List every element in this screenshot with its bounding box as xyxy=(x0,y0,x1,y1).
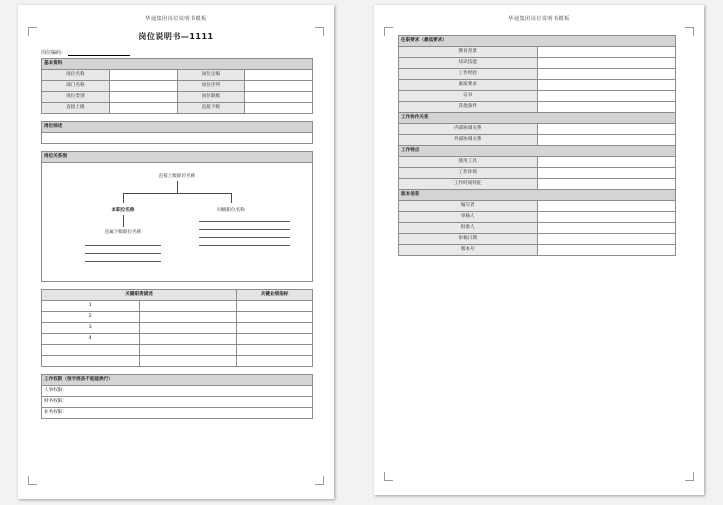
kpi-table xyxy=(41,289,313,367)
job-summary-table xyxy=(41,121,313,144)
row-index: 3 xyxy=(42,323,140,334)
table-row xyxy=(42,81,313,92)
field-value[interactable] xyxy=(537,245,676,256)
section-header-coordination: 工作协作关系 xyxy=(399,113,676,124)
org-placeholder-rule xyxy=(85,261,161,262)
crop-mark-top-right xyxy=(685,27,694,36)
table-row xyxy=(399,223,676,234)
table-row xyxy=(399,146,676,157)
table-row xyxy=(42,312,313,323)
table-row xyxy=(399,58,676,69)
table-row xyxy=(42,152,313,163)
row-index xyxy=(42,356,140,367)
kpi-desc-value[interactable] xyxy=(139,356,237,367)
field-value[interactable] xyxy=(537,234,676,245)
page-header-note: 华通集团岗位说明书模板 xyxy=(145,16,207,22)
org-node-self: 本职位名称 xyxy=(111,208,135,213)
field-value[interactable] xyxy=(537,223,676,234)
spacer xyxy=(41,282,313,289)
authority-table xyxy=(41,374,313,419)
table-row xyxy=(399,80,676,91)
field-label: 批准人 xyxy=(399,223,538,234)
field-label: 岗位职级 xyxy=(177,92,245,103)
job-summary-value[interactable] xyxy=(42,133,313,144)
field-value[interactable] xyxy=(537,91,676,102)
field-label: 直接上级 xyxy=(42,103,110,114)
field-label: 使用工具 xyxy=(399,157,538,168)
field-value[interactable] xyxy=(245,103,313,114)
field-value[interactable] xyxy=(537,168,676,179)
org-node-superior: 直接上级职位名称 xyxy=(158,174,196,179)
org-chart xyxy=(41,163,313,282)
section-header-summary: 岗位综述 xyxy=(42,122,313,133)
table-row xyxy=(399,124,676,135)
field-label: 知识技能 xyxy=(399,58,538,69)
kpi-measure-value[interactable] xyxy=(237,312,313,323)
field-value[interactable] xyxy=(109,103,177,114)
crop-mark-bottom-left xyxy=(28,476,37,485)
table-row xyxy=(42,122,313,133)
section-header-qualification: 任职要求（最低要求） xyxy=(399,36,676,47)
kpi-desc-value[interactable] xyxy=(139,334,237,345)
table-row xyxy=(399,69,676,80)
org-placeholder-rule xyxy=(85,253,161,254)
page-title: 岗位说明书—1111 xyxy=(138,32,214,41)
field-label: 审核日期 xyxy=(399,234,538,245)
kpi-measure-value[interactable] xyxy=(237,323,313,334)
basic-info-table xyxy=(41,58,313,114)
table-row xyxy=(42,323,313,334)
org-relation-header-table xyxy=(41,151,313,163)
field-value[interactable] xyxy=(245,92,313,103)
org-connector xyxy=(123,215,124,227)
authority-row-hr[interactable]: 人事权限： xyxy=(42,386,313,397)
crop-mark-top-right xyxy=(315,27,324,36)
spacer xyxy=(41,144,313,151)
position-code-line xyxy=(41,49,313,56)
field-value[interactable] xyxy=(537,80,676,91)
field-value[interactable] xyxy=(537,135,676,146)
field-label: 外部协调关系 xyxy=(399,135,538,146)
section-header-basic: 基本资料 xyxy=(42,59,313,70)
section-header-authority: 工作权限（按字逐条不能能换行） xyxy=(42,375,313,386)
kpi-measure-value[interactable] xyxy=(237,334,313,345)
field-label: 工作经验 xyxy=(399,69,538,80)
org-connector xyxy=(123,193,124,203)
field-value[interactable] xyxy=(245,81,313,92)
page-right xyxy=(374,5,704,495)
field-label: 编写者 xyxy=(399,201,538,212)
org-placeholder-rule xyxy=(199,245,291,246)
kpi-desc-value[interactable] xyxy=(139,312,237,323)
kpi-measure-value[interactable] xyxy=(237,345,313,356)
section-header-version: 版本信息 xyxy=(399,190,676,201)
table-row xyxy=(42,59,313,70)
org-placeholder-rule xyxy=(199,221,291,222)
left-page-body xyxy=(41,49,313,419)
org-placeholder-rule xyxy=(85,245,161,246)
table-row xyxy=(42,70,313,81)
table-row xyxy=(42,356,313,367)
table-row xyxy=(399,179,676,190)
table-row xyxy=(42,408,313,419)
row-index xyxy=(42,345,140,356)
right-page-body xyxy=(398,35,676,256)
field-label: 教育背景 xyxy=(399,47,538,58)
table-row xyxy=(399,135,676,146)
org-node-peer: 同级职位名称 xyxy=(217,208,245,213)
kpi-measure-value[interactable] xyxy=(237,301,313,312)
field-value[interactable] xyxy=(537,157,676,168)
crop-mark-bottom-right xyxy=(315,476,324,485)
org-connector xyxy=(123,193,231,194)
field-label: 岗位类别 xyxy=(42,92,110,103)
org-placeholder-rule xyxy=(199,229,291,230)
org-placeholder-rule xyxy=(199,237,291,238)
kpi-desc-value[interactable] xyxy=(139,345,237,356)
field-label: 岗位名称 xyxy=(42,70,110,81)
field-label: 其他条件 xyxy=(399,102,538,113)
table-row xyxy=(399,113,676,124)
position-code-blank[interactable] xyxy=(68,49,130,56)
table-row xyxy=(399,201,676,212)
page-header-note: 华通集团岗位说明书模板 xyxy=(508,16,570,22)
table-row xyxy=(42,92,313,103)
row-index: 2 xyxy=(42,312,140,323)
table-row xyxy=(42,375,313,386)
qualification-table xyxy=(398,35,676,256)
table-row xyxy=(399,168,676,179)
table-row xyxy=(42,103,313,114)
field-label: 岗位定编 xyxy=(177,70,245,81)
crop-mark-top-left xyxy=(384,27,393,36)
field-value[interactable] xyxy=(537,212,676,223)
crop-mark-bottom-left xyxy=(384,472,393,481)
crop-mark-bottom-right xyxy=(685,472,694,481)
table-row xyxy=(42,345,313,356)
kpi-measure-value[interactable] xyxy=(237,356,313,367)
section-header-characteristics: 工作特点 xyxy=(399,146,676,157)
table-row xyxy=(399,190,676,201)
row-index: 1 xyxy=(42,301,140,312)
field-value[interactable] xyxy=(109,92,177,103)
table-row xyxy=(42,290,313,301)
table-row xyxy=(42,301,313,312)
field-label: 内部协调关系 xyxy=(399,124,538,135)
page-left xyxy=(18,5,334,499)
field-label: 岗位序列 xyxy=(177,81,245,92)
field-value[interactable] xyxy=(537,58,676,69)
table-row xyxy=(399,245,676,256)
column-header-kpi-desc: 关键职责描述 xyxy=(42,290,237,301)
field-value[interactable] xyxy=(245,70,313,81)
table-row xyxy=(42,133,313,144)
org-connector xyxy=(177,181,178,193)
authority-row-business[interactable]: 业务权限： xyxy=(42,408,313,419)
crop-mark-top-left xyxy=(28,27,37,36)
field-value[interactable] xyxy=(109,81,177,92)
table-row xyxy=(42,397,313,408)
field-value[interactable] xyxy=(537,47,676,58)
spacer xyxy=(41,114,313,121)
position-code-label: 岗位编码： xyxy=(41,50,67,56)
field-value[interactable] xyxy=(537,179,676,190)
field-value[interactable] xyxy=(537,201,676,212)
kpi-desc-value[interactable] xyxy=(139,301,237,312)
field-label: 部门名称 xyxy=(42,81,110,92)
row-index: 4 xyxy=(42,334,140,345)
table-row xyxy=(42,334,313,345)
authority-row-finance[interactable]: 财务权限： xyxy=(42,397,313,408)
field-label: 证书 xyxy=(399,91,538,102)
field-label: 审核人 xyxy=(399,212,538,223)
table-row xyxy=(399,36,676,47)
kpi-desc-value[interactable] xyxy=(139,323,237,334)
column-header-kpi-measure: 关键业绩指标 xyxy=(237,290,313,301)
table-row xyxy=(399,157,676,168)
table-row xyxy=(42,386,313,397)
table-row xyxy=(399,102,676,113)
field-value[interactable] xyxy=(109,70,177,81)
spacer xyxy=(41,367,313,374)
org-node-subordinate: 直属下级职位名称 xyxy=(104,230,142,235)
field-label: 工作环境 xyxy=(399,168,538,179)
field-value[interactable] xyxy=(537,102,676,113)
org-connector xyxy=(231,193,232,203)
field-label: 工作时间特征 xyxy=(399,179,538,190)
table-row xyxy=(399,234,676,245)
field-value[interactable] xyxy=(537,69,676,80)
section-header-relations: 岗位关系图 xyxy=(42,152,313,163)
field-label: 版本号 xyxy=(399,245,538,256)
field-label: 素质要求 xyxy=(399,80,538,91)
table-row xyxy=(399,91,676,102)
field-label: 直接下级 xyxy=(177,103,245,114)
table-row xyxy=(399,47,676,58)
field-value[interactable] xyxy=(537,124,676,135)
table-row xyxy=(399,212,676,223)
